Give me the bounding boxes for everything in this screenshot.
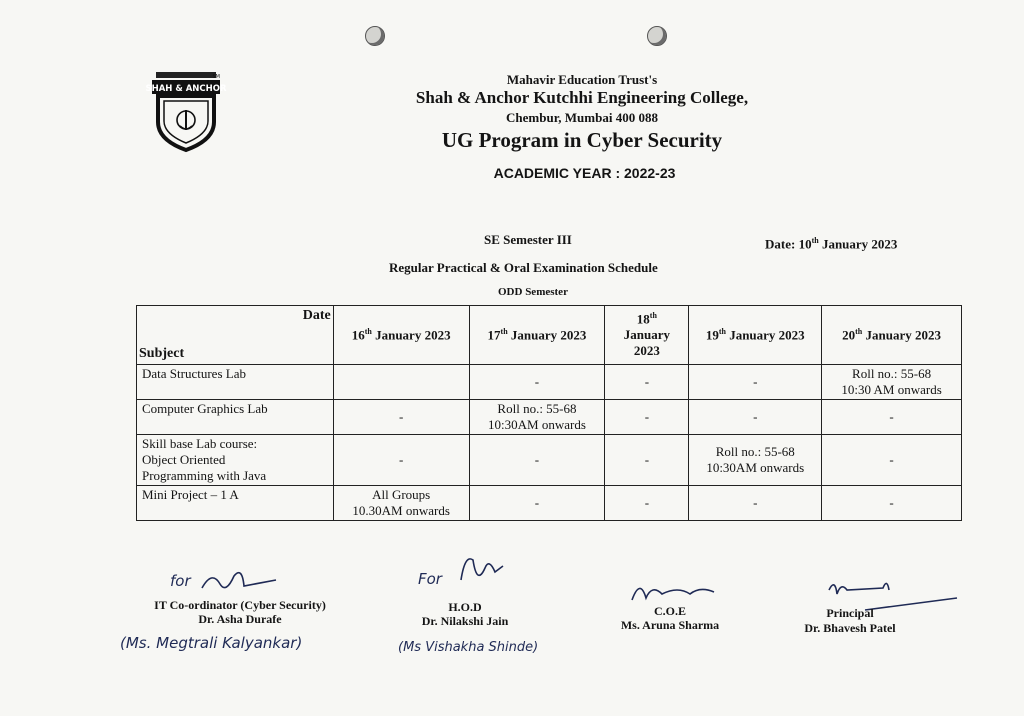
schedule-cell: - [605,400,689,435]
punch-hole-right [647,26,667,46]
schedule-cell: - [822,486,962,521]
it-coord-name: Dr. Asha Durafe [198,612,282,626]
subject-cell: Computer Graphics Lab [137,400,334,435]
it-coord-signature [198,568,278,601]
schedule-cell: - [469,486,605,521]
hod-for-handwriting: For [418,570,442,588]
schedule-cell: - [605,435,689,486]
subject-cell: Skill base Lab course: Object Oriented Programming with Java [137,435,334,486]
document-date: Date: 10th January 2023 [765,236,898,252]
exam-schedule-table [136,305,962,521]
table-row [137,400,962,435]
schedule-cell: - [605,486,689,521]
schedule-cell: - [605,365,689,400]
table-row [137,486,962,521]
corner-cell [137,306,334,365]
subject-cell: Mini Project – 1 A [137,486,334,521]
schedule-title: Regular Practical & Oral Examination Schedule [389,260,658,275]
principal-title: Principal [826,606,874,620]
table-row [137,435,962,486]
subject-cell: Data Structures Lab [137,365,334,400]
hod-signature [455,550,515,595]
corner-subject-label: Subject [139,346,185,361]
coe-title: C.O.E [653,604,686,618]
schedule-cell: - [822,400,962,435]
schedule-cell: Roll no.: 55-68 10:30 AM onwards [822,365,962,400]
schedule-cell: - [822,435,962,486]
svg-text:SM: SM [212,74,220,80]
schedule-cell: - [689,400,822,435]
it-coord-title: IT Co-ordinator (Cyber Security) [154,598,326,612]
academic-year: ACADEMIC YEAR : 2022-23 [493,165,676,181]
college-name: Shah & Anchor Kutchhi Engineering College, [415,88,749,107]
schedule-cell: - [689,486,822,521]
logo-text: SHAH & ANCHOR [145,84,227,94]
date-header-4: 19th January 2023 [689,306,822,365]
schedule-cell: All Groups 10.30AM onwards [333,486,469,521]
trust-name: Mahavir Education Trust's [506,72,658,87]
date-header-2: 17th January 2023 [469,306,605,365]
date-header-3: 18th January 2023 [605,306,689,365]
principal-name: Dr. Bhavesh Patel [804,621,896,635]
coe-name: Ms. Aruna Sharma [620,618,720,632]
date-header-5: 20th January 2023 [822,306,962,365]
schedule-cell: - [469,365,605,400]
hod-title: H.O.D [448,600,482,614]
punch-hole-left [365,26,385,46]
table-row [137,365,962,400]
schedule-cell: - [689,365,822,400]
schedule-cell [333,365,469,400]
table-header-row [137,306,962,365]
hod-name: Dr. Nilakshi Jain [421,614,509,628]
program-title: UG Program in Cyber Security [441,128,723,152]
schedule-cell: Roll no.: 55-68 10:30AM onwards [689,435,822,486]
schedule-cell: - [469,435,605,486]
semester-type: ODD Semester [498,286,568,298]
hod-handwritten-name: (Ms Vishakha Shinde) [398,640,539,655]
corner-date-label: Date [302,308,331,323]
it-coord-handwritten-name: (Ms. Megtrali Kalyankar) [120,634,303,652]
semester-label: SE Semester III [484,232,572,247]
college-address: Chembur, Mumbai 400 088 [506,110,658,125]
schedule-cell: - [333,400,469,435]
it-coord-for-handwriting: for [170,572,191,590]
schedule-cell: Roll no.: 55-68 10:30AM onwards [469,400,605,435]
schedule-cell: - [333,435,469,486]
date-header-1: 16th January 2023 [333,306,469,365]
